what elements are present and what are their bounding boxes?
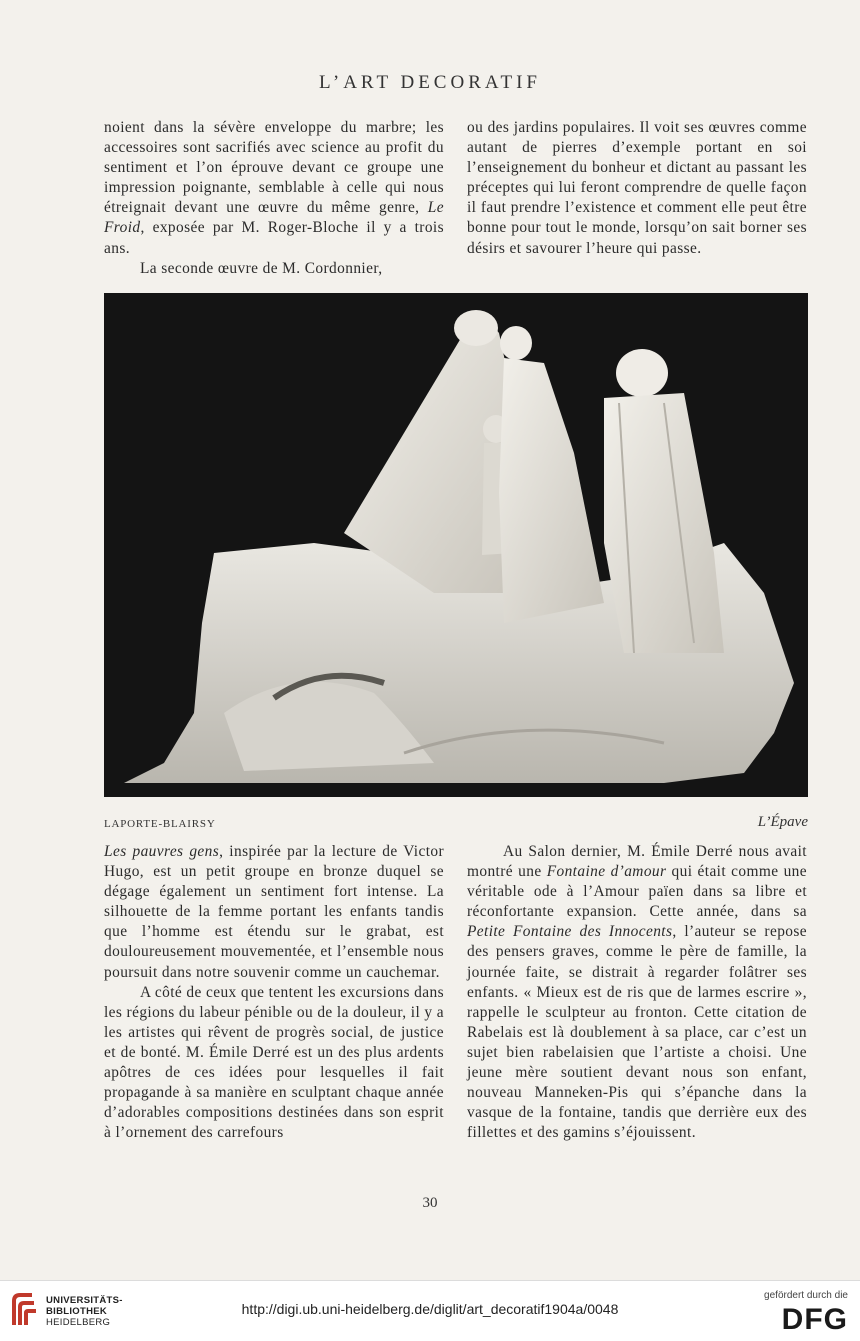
plate-caption-title: L’Épave	[757, 814, 808, 830]
paragraph: noient dans la sévère enveloppe du marbre; les accessoires sont sacrifiés avec science au profit du sentiment et l’on éprouve devant ce groupe une impression poignante, semblable à celle qui nous étreignait devant une œuvre du même genre, Le Froid, exposée par M. Roger-Bloche il y a trois ans.	[104, 119, 444, 257]
artwork-title: Fontaine d’amour	[546, 863, 667, 881]
university-library-name: UNIVERSITÄTS- BIBLIOTHEK HEIDELBERG	[46, 1295, 123, 1328]
text-column-bottom-right	[467, 842, 807, 1143]
text-column-bottom-left	[104, 842, 444, 1143]
page-number: 30	[422, 1195, 438, 1211]
sculpture-photograph	[104, 293, 808, 797]
viewer-footer	[0, 1280, 860, 1341]
permalink-url[interactable]: http://digi.ub.uni-heidelberg.de/diglit/art_decoratif1904a/0048	[241, 1301, 619, 1317]
running-head: L’ART DECORATIF	[319, 72, 541, 93]
paragraph: A côté de ceux que tentent les excursions dans les régions du labeur pénible ou de la douleur, il y a les artistes qui rêvent de progrès social, de justice et de bonté. M. Émile Derré est un des plus ardents apôtres de ces idées pour lesquelles il fait propagande à sa manière en sculptant chaque année d’adorables compositions destinées dans son esprit à l’ornement des carrefours	[104, 983, 444, 1142]
paragraph: Les pauvres gens, inspirée par la lecture de Victor Hugo, est un petit groupe en bronze duquel se dégage également un sentiment fort intense. La silhouette de la femme portant les enfants tandis que l’homme est étendu sur le grabat, est douloureusement mouvementée, et l’ensemble nous poursuit dans notre souvenir comme un cauchemar.	[104, 843, 445, 981]
paragraph: ou des jardins populaires. Il voit ses œuvres comme autant de pierres d’exemple portant en soi l’enseignement du bonheur et dictant au passant les préceptes qui lui feront comprendre de quelle façon il faut prendre l’existence et comment elle peut être bonne pour tout le monde, lorsqu’on sait borner ses désirs et savourer l’heure qui passe.	[467, 119, 807, 257]
paragraph: Au Salon dernier, M. Émile Derré nous avait montré une Fontaine d’amour qui était comme une véritable ode à l’Amour païen dans sa libre et réconfortante expansion. Cette année, dans sa Petite Fontaine des Innocents, l’auteur se repose des pensers graves, comme le père de famille, la journée faite, se distrait à regarder folâtrer ses enfants. « Mieux est de ris que de larmes escrire », rappelle le sculpteur au fronton. Cette citation de Rabelais est là doublement à sa place, car c’est un sujet bien rabelaisien que l’artiste a choisi. Une jeune mère soutient devant nous son enfant, nouveau Manneken-Pis qui s’épanche dans la vasque de la fontaine, tandis que derrière eux des fillettes et des gamins s’éjouissent.	[467, 843, 808, 1142]
artwork-title: Le Froid	[104, 199, 444, 237]
artwork-title: Petite Fontaine des Innocents	[467, 923, 673, 941]
plate-caption-artist: LAPORTE-BLAIRSY	[104, 818, 216, 830]
funded-by-label: gefördert durch die	[764, 1290, 848, 1301]
text-column-top-right	[467, 118, 807, 259]
dfg-logo: DFG	[781, 1303, 848, 1336]
artwork-title: Les pauvres gens	[104, 843, 220, 860]
text-column-top-left	[104, 118, 444, 279]
paragraph: La seconde œuvre de M. Cordonnier,	[140, 259, 383, 277]
